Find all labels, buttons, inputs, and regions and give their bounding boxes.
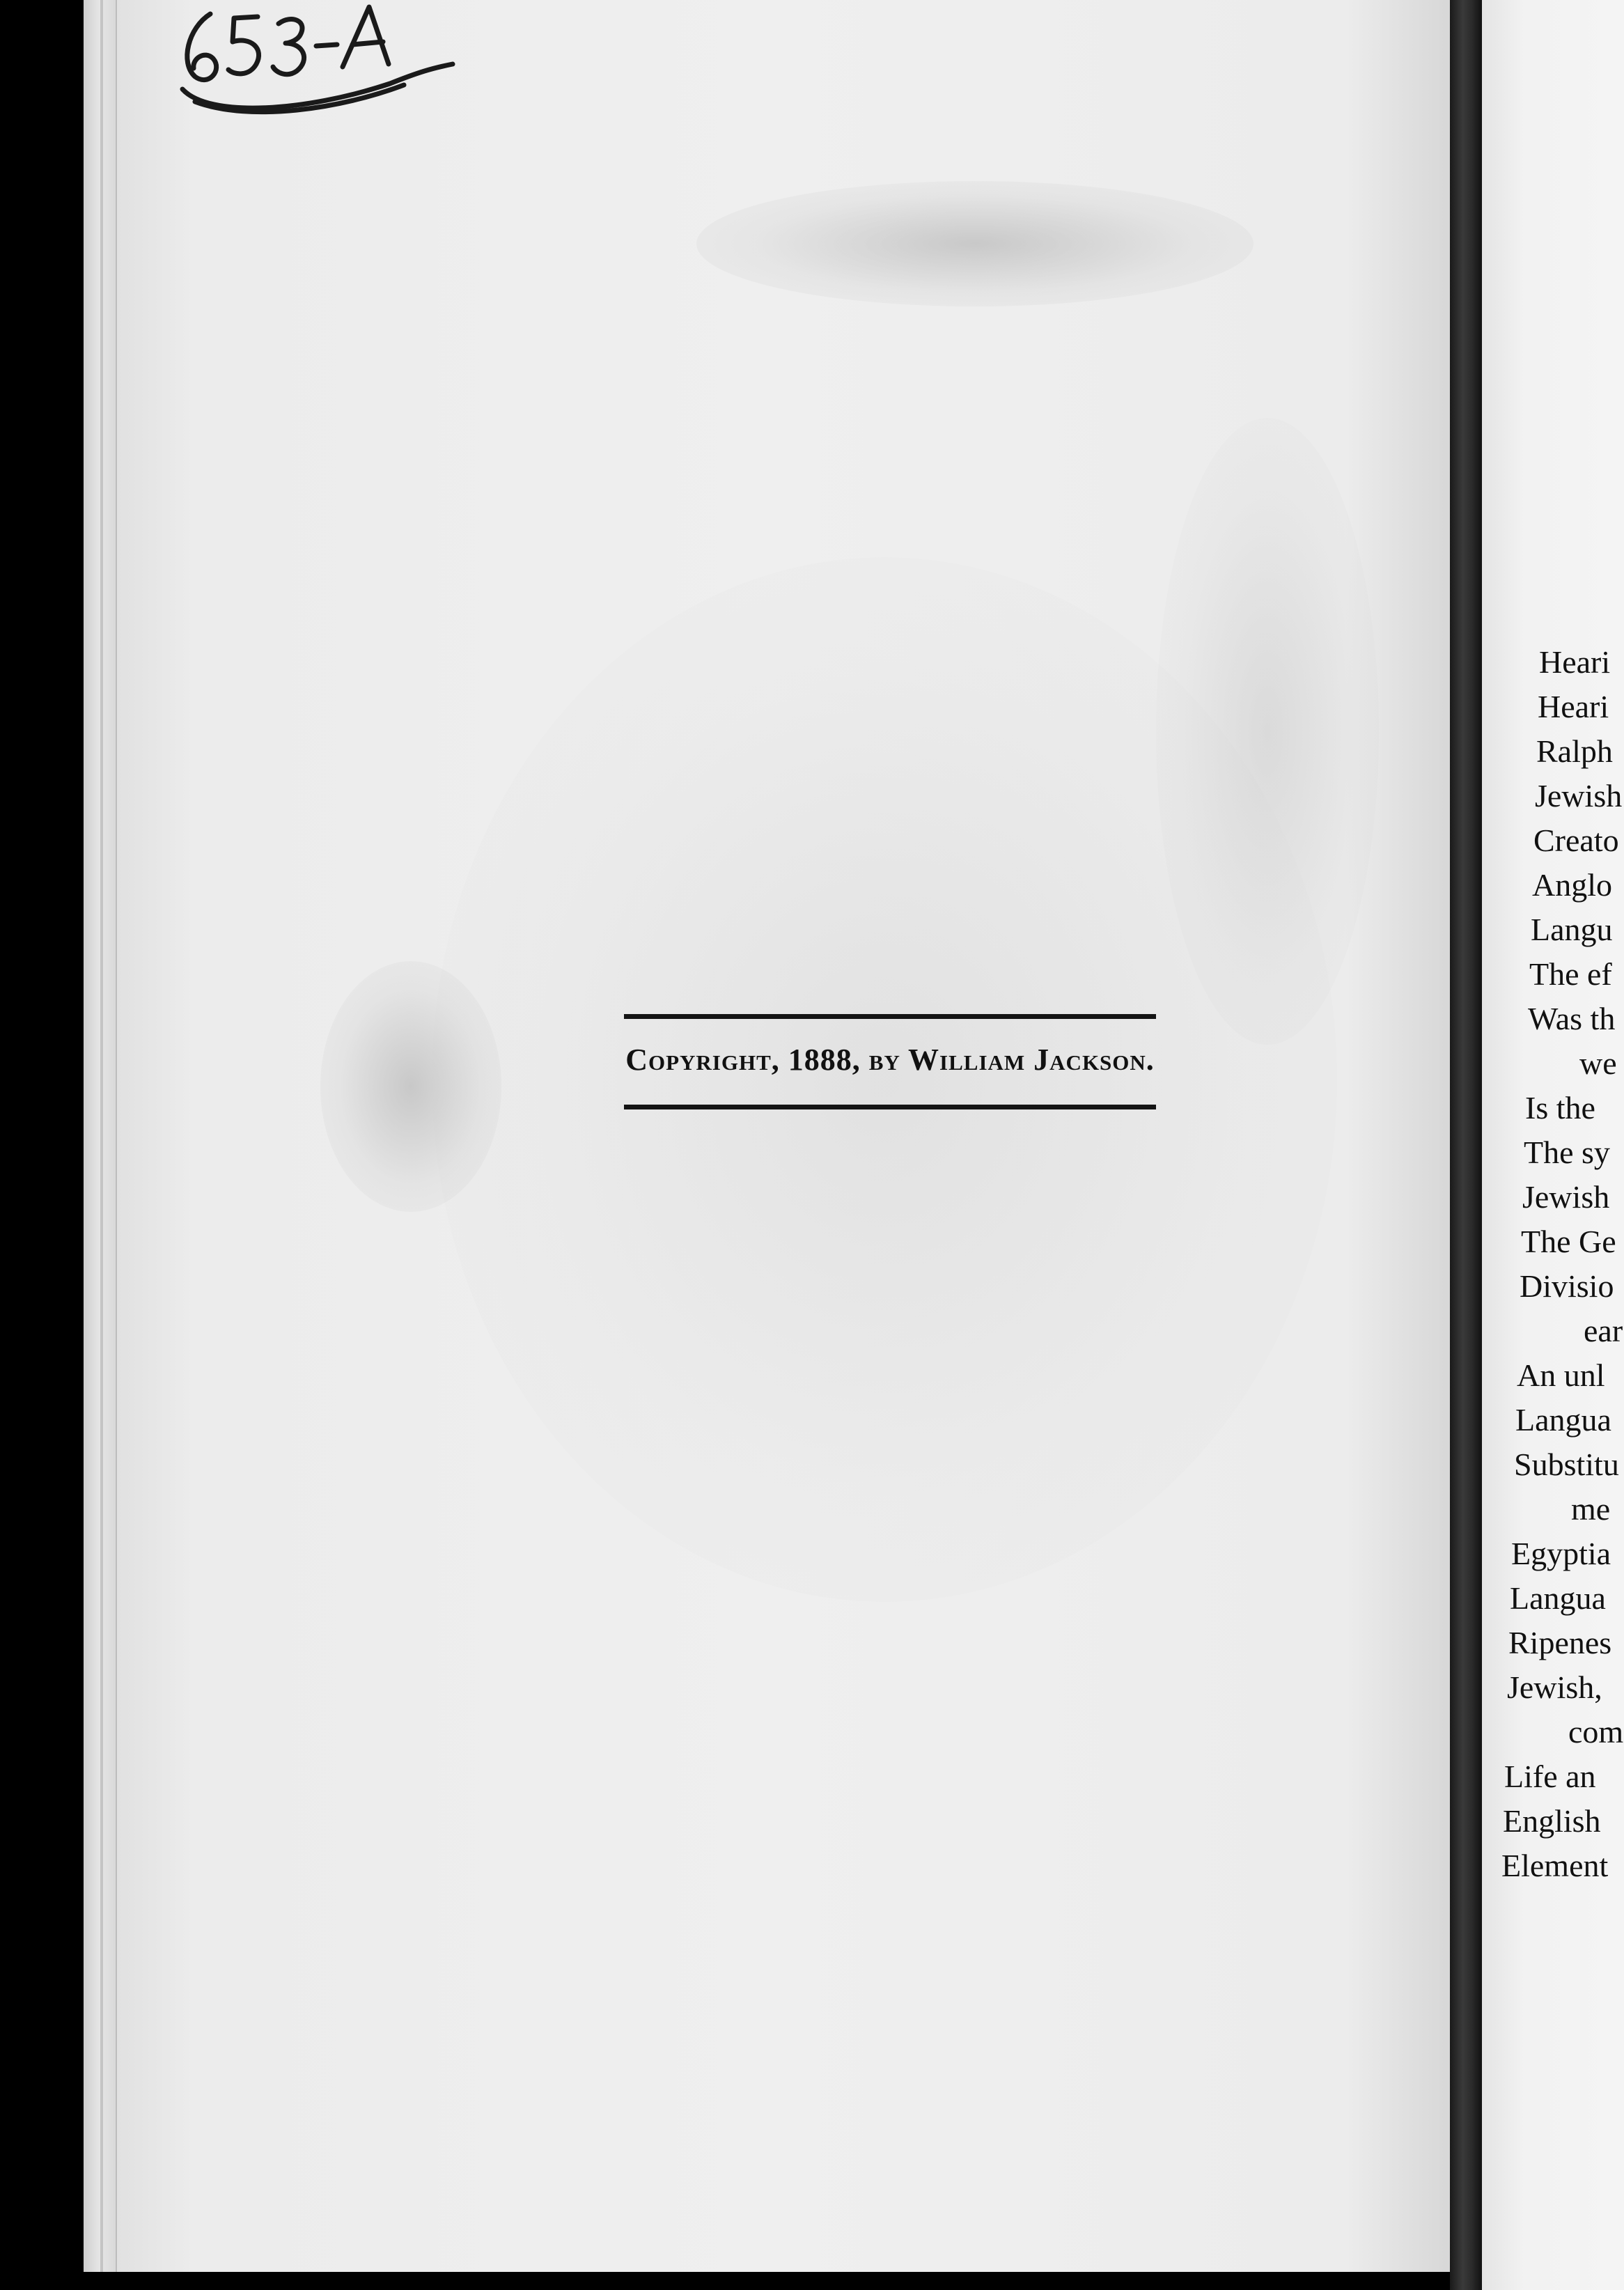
contents-entry: Ripenes — [1508, 1625, 1612, 1660]
contents-entry: Was th — [1528, 1001, 1616, 1036]
contents-entry: The ef — [1529, 956, 1612, 992]
book-gutter — [1450, 0, 1482, 2290]
top-rule — [624, 1014, 1156, 1019]
left-page — [84, 0, 1455, 2272]
contents-entry: Langua — [1515, 1402, 1611, 1438]
contents-entry: The sy — [1524, 1135, 1610, 1170]
contents-entry: Element — [1501, 1848, 1609, 1883]
contents-entry: Heari — [1538, 689, 1609, 724]
contents-entry: Jewish, — [1507, 1669, 1602, 1705]
contents-entry: Is the — [1525, 1090, 1595, 1125]
contents-entry: Substitu — [1514, 1447, 1619, 1482]
contents-entry: Langua — [1510, 1580, 1606, 1616]
contents-entry: com — [1568, 1714, 1624, 1750]
contents-entry: Jewish — [1535, 778, 1623, 813]
contents-entry: ear — [1584, 1313, 1623, 1348]
contents-entry: Anglo — [1532, 867, 1612, 903]
paper-stain — [696, 181, 1254, 306]
contents-entry: Heari — [1539, 644, 1611, 680]
handwritten-shelf-mark — [167, 0, 467, 139]
contents-entry: An unl — [1517, 1357, 1605, 1393]
copyright-block — [624, 1014, 1156, 1119]
copyright-notice: Copyright, 1888, by William Jackson. — [625, 1043, 1155, 1077]
contents-entry: Jewish — [1522, 1179, 1610, 1215]
contents-entry: me — [1571, 1491, 1611, 1527]
contents-entry: Langu — [1531, 912, 1613, 947]
contents-entry: Creato — [1533, 823, 1619, 858]
contents-entry: we — [1579, 1045, 1617, 1081]
contents-entry: The Ge — [1521, 1224, 1616, 1259]
contents-entry: Life an — [1504, 1759, 1596, 1794]
contents-entry: Egyptia — [1511, 1536, 1611, 1571]
page-edge-line — [100, 0, 103, 2272]
bottom-rule — [624, 1105, 1156, 1109]
right-page — [1482, 0, 1624, 2290]
contents-entry: Divisio — [1520, 1268, 1614, 1304]
contents-entry: Ralph — [1536, 733, 1613, 769]
contents-entry: English — [1503, 1803, 1601, 1839]
